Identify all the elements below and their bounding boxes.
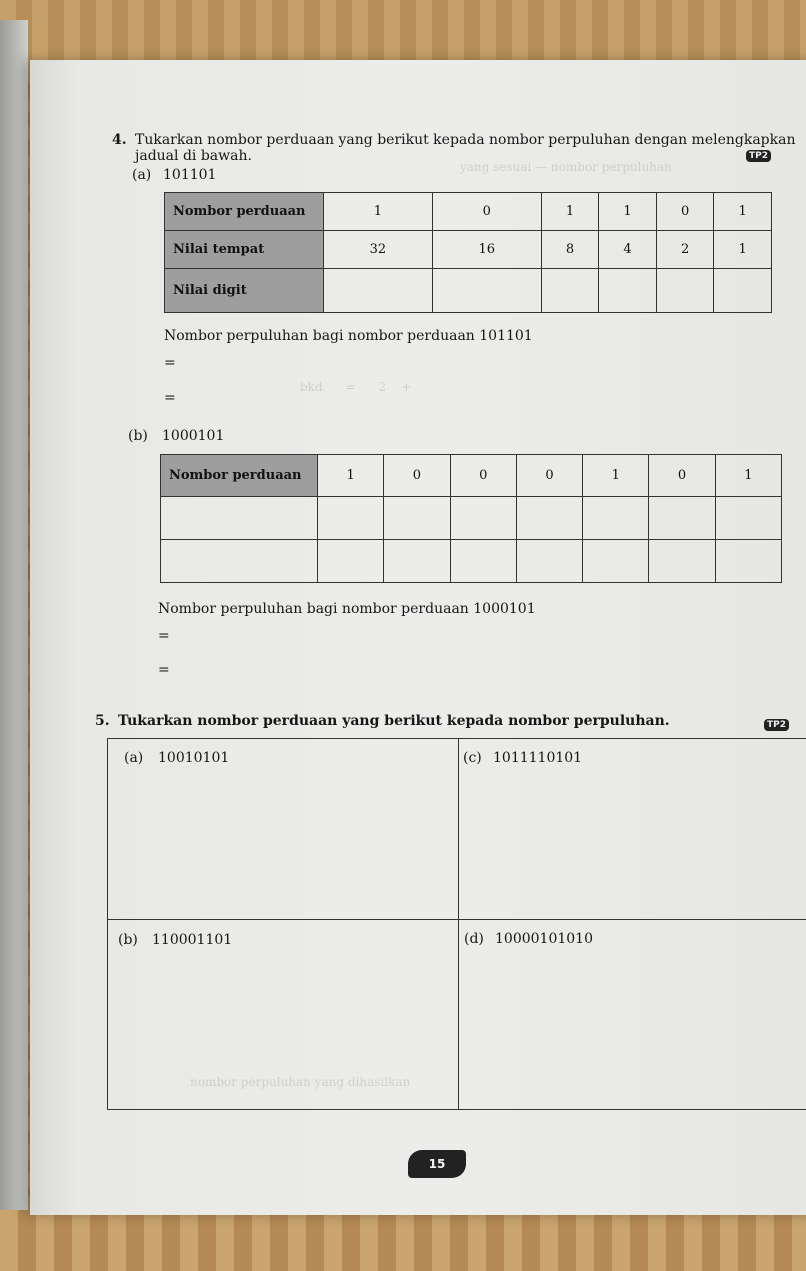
q4a-row-binary — [165, 193, 772, 231]
q4a-cell: 1 — [714, 231, 772, 269]
q4b-answer-cell[interactable] — [318, 497, 384, 540]
q5d-value: 10000101010 — [495, 931, 593, 947]
book-spine — [0, 20, 28, 1210]
q5c-label: (c) — [463, 750, 482, 766]
q4a-row-digit-value — [165, 269, 772, 313]
q5b-label: (b) — [118, 932, 138, 948]
bleed-through-text: nombor perpuluhan yang dihasilkan — [190, 1075, 411, 1089]
q4a-answer-cell[interactable] — [541, 269, 599, 313]
q4b-table — [160, 454, 782, 583]
q4b-cell: 1 — [583, 455, 649, 497]
q4-instruction-line1: Tukarkan nombor perduaan yang berikut kepada nombor perpuluhan dengan melengkapkan — [135, 132, 796, 148]
q4a-cell: 16 — [432, 231, 541, 269]
q4b-header-blank[interactable] — [161, 540, 318, 583]
q4b-answer-cell[interactable] — [450, 497, 516, 540]
q4-instruction-line2: jadual di bawah. — [135, 148, 252, 164]
q4b-answer-cell[interactable] — [583, 540, 649, 583]
q5-instruction: Tukarkan nombor perduaan yang berikut kepada nombor perpuluhan. — [118, 713, 670, 729]
q4a-header-binary: Nombor perduaan — [165, 193, 324, 231]
q5c-value: 1011110101 — [493, 750, 583, 766]
q4a-header-place-value: Nilai tempat — [165, 231, 324, 269]
q4a-label: (a) — [132, 167, 152, 183]
page-number: 15 — [408, 1150, 466, 1178]
q4b-answer-cell[interactable] — [649, 497, 715, 540]
q4a-header-digit-value: Nilai digit — [165, 269, 324, 313]
q4b-row-blank-2 — [161, 540, 782, 583]
q4b-label: (b) — [128, 428, 148, 444]
bleed-through-text: yang sesuai — nombor perpuluhan — [460, 160, 672, 174]
q4a-cell: 2 — [656, 231, 714, 269]
q4a-result-text: Nombor perpuluhan bagi nombor perduaan 101101 — [164, 328, 533, 344]
q5-grid-horizontal-divider — [108, 919, 806, 920]
q4b-cell: 0 — [450, 455, 516, 497]
q4b-row-binary — [161, 455, 782, 497]
q4a-cell: 1 — [714, 193, 772, 231]
q4b-cell: 0 — [516, 455, 582, 497]
q4a-cell: 1 — [541, 193, 599, 231]
q4b-cell: 1 — [715, 455, 781, 497]
q5a-label: (a) — [124, 750, 144, 766]
q4b-answer-cell[interactable] — [450, 540, 516, 583]
q4b-answer-cell[interactable] — [516, 540, 582, 583]
q4a-answer-cell[interactable] — [599, 269, 657, 313]
q5a-value: 10010101 — [158, 750, 230, 766]
q4b-answer-cell[interactable] — [715, 497, 781, 540]
q4-tp-badge: TP2 — [746, 150, 771, 162]
q4b-answer-cell[interactable] — [516, 497, 582, 540]
q5-number: 5. — [95, 713, 110, 729]
q4a-answer-cell[interactable] — [714, 269, 772, 313]
q5d-label: (d) — [464, 931, 484, 947]
q4a-cell: 1 — [599, 193, 657, 231]
q4a-cell: 32 — [324, 231, 433, 269]
q4a-answer-cell[interactable] — [324, 269, 433, 313]
q4b-cell: 0 — [649, 455, 715, 497]
q5-answer-grid — [107, 738, 806, 1110]
q4b-answer-cell[interactable] — [649, 540, 715, 583]
q4a-answer-cell[interactable] — [432, 269, 541, 313]
q4b-cell: 0 — [384, 455, 450, 497]
q5-grid-vertical-divider — [458, 739, 459, 1109]
q4b-header-blank[interactable] — [161, 497, 318, 540]
q4a-answer-cell[interactable] — [656, 269, 714, 313]
q4a-row-place-value — [165, 231, 772, 269]
q4b-answer-cell[interactable] — [384, 540, 450, 583]
q4b-answer-cell[interactable] — [583, 497, 649, 540]
q4b-header-binary: Nombor perduaan — [161, 455, 318, 497]
q4b-answer-cell[interactable] — [318, 540, 384, 583]
bleed-through-text: bkd = 2 + — [300, 380, 412, 394]
q4a-equals-1: = — [164, 355, 176, 371]
q4a-value: 101101 — [163, 167, 217, 183]
q4b-equals-1: = — [158, 628, 170, 644]
q4b-result-text: Nombor perpuluhan bagi nombor perduaan 1000101 — [158, 601, 536, 617]
q4b-answer-cell[interactable] — [384, 497, 450, 540]
q4a-cell: 1 — [324, 193, 433, 231]
q5-tp-badge: TP2 — [764, 719, 789, 731]
q4b-value: 1000101 — [162, 428, 225, 444]
q5b-value: 110001101 — [152, 932, 233, 948]
q4a-table — [164, 192, 772, 313]
q4a-cell: 0 — [432, 193, 541, 231]
q4a-cell: 4 — [599, 231, 657, 269]
q4-number: 4. — [112, 132, 127, 148]
q4b-cell: 1 — [318, 455, 384, 497]
q4a-cell: 8 — [541, 231, 599, 269]
q4a-cell: 0 — [656, 193, 714, 231]
q4b-row-blank-1 — [161, 497, 782, 540]
q4b-equals-2: = — [158, 662, 170, 678]
q4a-equals-2: = — [164, 390, 176, 406]
q4b-answer-cell[interactable] — [715, 540, 781, 583]
